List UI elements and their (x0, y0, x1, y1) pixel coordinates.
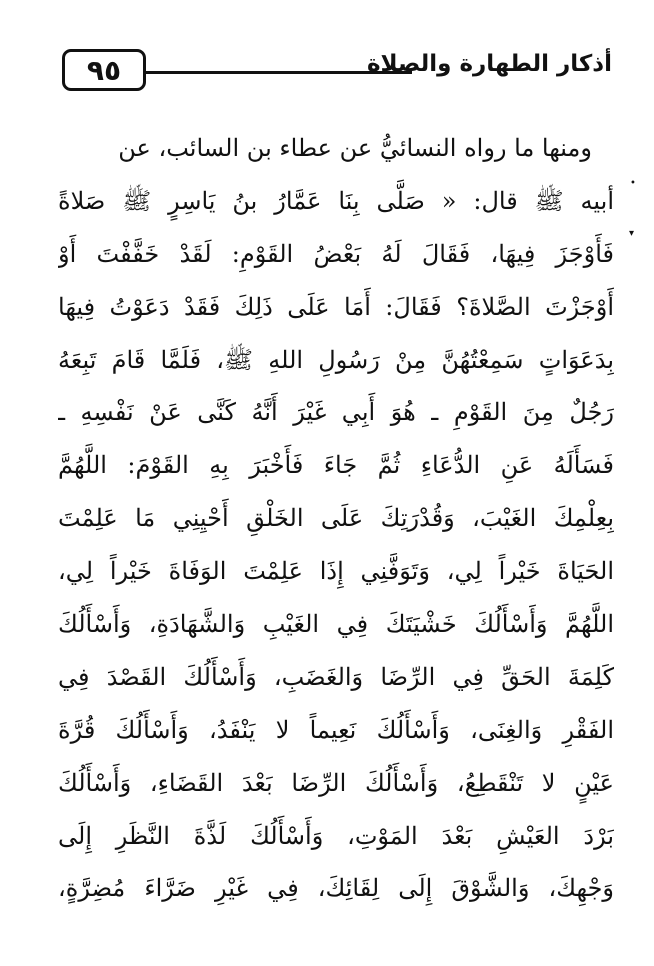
text-line: الفَقْرِ وَالغِنَى، وَأَسْأَلُكَ نَعِيماً لا يَنْفَدُ، وَأَسْأَلُكَ قُرَّةَ (58, 715, 614, 744)
text-line: بِعِلْمِكَ الغَيْبَ، وَقُدْرَتِكَ عَلَى الخَلْقِ أَحْيِنِي مَا عَلِمْتَ (58, 504, 614, 533)
page-number: ٩٥ (86, 53, 122, 87)
running-title: أذكار الطهارة والصلاة (366, 51, 612, 77)
text-line: عَيْنٍ لا تَنْقَطِعُ، وَأَسْأَلُكَ الرِّضَا بَعْدَ القَضَاءِ، وَأَسْأَلُكَ (58, 768, 614, 797)
text-line: اللَّهُمَّ وَأَسْأَلُكَ خَشْيَتَكَ فِي الغَيْبِ وَالشَّهَادَةِ، وَأَسْأَلُكَ (58, 610, 614, 639)
text-line: بَرْدَ العَيْشِ بَعْدَ المَوْتِ، وَأَسْأَلُكَ لَذَّةَ النَّظَرِ إِلَى (58, 821, 614, 850)
text-line: فَسَأَلَهُ عَنِ الدُّعَاءِ ثُمَّ جَاءَ فَأَخْبَرَ بِهِ القَوْمَ: اللَّهُمَّ (58, 451, 614, 480)
text-line: وَجْهِكَ، وَالشَّوْقَ إِلَى لِقَائِكَ، فِي غَيْرِ ضَرَّاءَ مُضِرَّةٍ، (58, 874, 614, 903)
text-line: أبيه ﷺ قال: « صَلَّى بِنَا عَمَّارُ بنُ يَاسِرٍ ﷺ صَلاةً (58, 186, 614, 215)
page-header (62, 47, 612, 103)
scan-speck: • (630, 178, 636, 189)
text-line: ومنها ما رواه النسائيُّ عن عطاء بن السائب، عن (118, 134, 592, 162)
body-text (58, 122, 614, 915)
text-line: رَجُلٌ مِنَ القَوْمِ ـ هُوَ أَبِي غَيْرَ أَنَّهُ كَنَّى عَنْ نَفْسِهِ ـ (58, 398, 614, 427)
text-line: بِدَعَوَاتٍ سَمِعْتُهُنَّ مِنْ رَسُولِ اللهِ ﷺ، فَلَمَّا قَامَ تَبِعَهُ (58, 345, 614, 374)
scan-speck: ▾ (629, 228, 635, 239)
page-number-box (62, 49, 146, 91)
text-line: كَلِمَةَ الحَقِّ فِي الرِّضَا وَالغَضَبِ، وَأَسْأَلُكَ القَصْدَ فِي (58, 662, 614, 691)
text-line: الحَيَاةَ خَيْراً لِي، وَتَوَفَّنِي إِذَا عَلِمْتَ الوَفَاةَ خَيْراً لِي، (58, 557, 614, 586)
text-line: أَوْجَزْتَ الصَّلاةَ؟ فَقَالَ: أَمَا عَلَى ذَلِكَ فَقَدْ دَعَوْتُ فِيهَا (58, 292, 614, 321)
text-line: فَأَوْجَزَ فِيهَا، فَقَالَ لَهُ بَعْضُ القَوْمِ: لَقَدْ خَفَّفْتَ أَوْ (58, 239, 614, 268)
